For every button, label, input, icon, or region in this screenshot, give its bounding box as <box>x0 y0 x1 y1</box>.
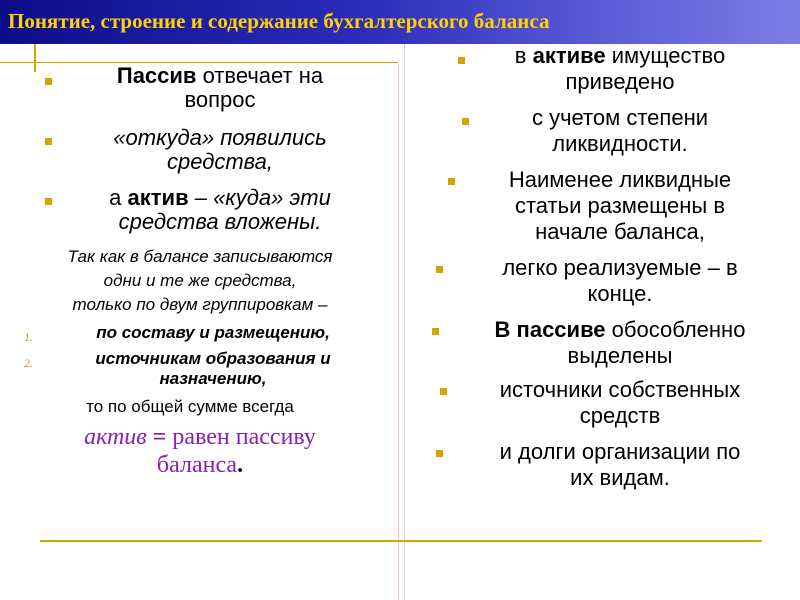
right-item-2-line1: с учетом степени <box>531 105 709 130</box>
numbered-item-2-line1: источникам образования и <box>95 349 331 368</box>
bullet-icon <box>45 198 52 205</box>
left-item-3-line2: средства вложены. <box>118 209 322 234</box>
bottom-rule <box>40 540 762 542</box>
left-item-1-line2: вопрос <box>184 87 256 112</box>
slide-title: Понятие, строение и содержание бухгалтерского баланса <box>8 9 550 33</box>
equation-line2: баланса. <box>156 452 244 478</box>
bullet-icon <box>458 57 465 64</box>
left-item-2-line2: средства, <box>166 149 274 174</box>
left-item-2-line1: «откуда» появились <box>113 125 327 150</box>
right-item-6-line1: источники собственных <box>499 377 741 402</box>
numbered-item-1: по составу и размещению, <box>96 323 330 342</box>
right-item-6-line2: средств <box>579 403 661 428</box>
right-item-5-line1: В пассиве обособленно <box>494 317 746 342</box>
bullet-icon <box>440 388 447 395</box>
left-para-line3: только по двум группировкам – <box>72 295 328 314</box>
bullet-icon <box>436 450 443 457</box>
bullet-icon <box>448 178 455 185</box>
title-bar <box>0 0 800 44</box>
bullet-icon <box>436 266 443 273</box>
equation-line1: актив = равен пассиву <box>84 424 316 450</box>
right-item-4-line2: конце. <box>587 281 653 306</box>
left-para-line2: одни и те же средства, <box>103 271 297 290</box>
bullet-icon <box>45 78 52 85</box>
list-number-2: 2. <box>24 356 33 370</box>
conclusion-text: то по общей сумме всегда <box>86 397 294 416</box>
right-item-1-line2: приведено <box>565 69 675 94</box>
right-item-7-line2: их видам. <box>570 465 670 490</box>
right-item-3-line2: статьи размещены в <box>514 193 726 218</box>
right-item-4-line1: легко реализуемые – в <box>502 255 738 280</box>
list-number-1: 1. <box>24 330 33 344</box>
left-item-1-line1: Пассив отвечает на <box>116 63 324 88</box>
right-item-1-line1: в активе имущество <box>514 43 726 68</box>
bullet-icon <box>432 328 439 335</box>
right-item-7-line1: и долги организации по <box>499 439 741 464</box>
bullet-icon <box>462 118 469 125</box>
right-item-3-line3: начале баланса, <box>535 219 705 244</box>
bullet-icon <box>45 138 52 145</box>
numbered-item-2-line2: назначению, <box>159 369 267 388</box>
column-divider <box>404 44 405 600</box>
left-para-line1: Так как в балансе записываются <box>67 247 333 266</box>
right-item-2-line2: ликвидности. <box>552 131 688 156</box>
right-item-5-line2: выделены <box>567 343 673 368</box>
left-item-3-line1: а актив – «куда» эти <box>109 185 331 210</box>
right-item-3-line1: Наименее ликвидные <box>508 167 732 192</box>
